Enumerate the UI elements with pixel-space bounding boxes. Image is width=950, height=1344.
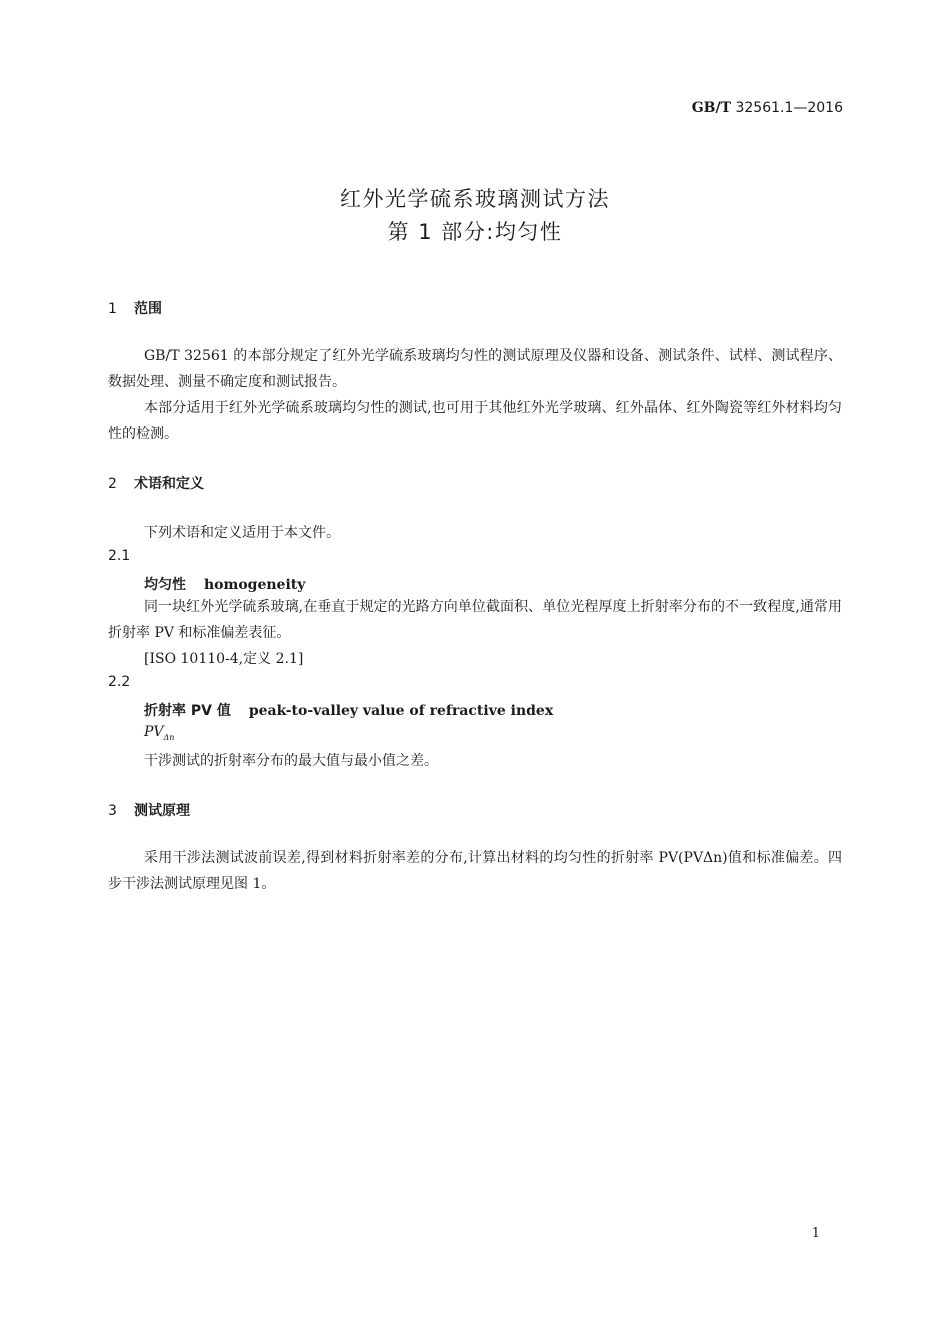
section-number: 1	[108, 301, 117, 317]
symbol-main: PV	[144, 724, 164, 740]
section-heading-principle	[108, 800, 190, 820]
section-heading-scope	[108, 298, 162, 318]
term-definition-homogeneity: 同一块红外光学硫系玻璃,在垂直于规定的光路方向单位截面积、单位光程厚度上折射率分布的不一致程度,通常用折射率 PV 和标准偏差表征。	[108, 599, 842, 641]
standard-code	[600, 100, 843, 116]
term-homogeneity	[144, 574, 305, 594]
section-title: 范围	[134, 301, 162, 317]
clause-number-2-2: 2.2	[108, 674, 131, 690]
term-pv-value	[144, 700, 553, 720]
section-heading-terms	[108, 473, 204, 493]
page-number: 1	[811, 1226, 820, 1241]
terms-intro: 下列术语和定义适用于本文件。	[144, 525, 340, 541]
standard-code-prefix: GB/T	[691, 100, 732, 116]
section-title: 术语和定义	[134, 476, 204, 492]
scope-paragraph-1: GB/T 32561 的本部分规定了红外光学硫系玻璃均匀性的测试原理及仪器和设备、测试条件、试样、测试程序、数据处理、测量不确定度和测试报告。	[108, 348, 842, 390]
term-zh: 折射率 PV 值	[144, 703, 231, 719]
symbol-subscript: Δn	[163, 732, 175, 742]
section-number: 2	[108, 476, 117, 492]
section-number: 3	[108, 803, 117, 819]
term-zh: 均匀性	[144, 577, 186, 593]
scope-paragraph-2: 本部分适用于红外光学硫系玻璃均匀性的测试,也可用于其他红外光学玻璃、红外晶体、红外陶瓷等红外材料均匀性的检测。	[108, 400, 842, 442]
document-title-line2: 第 1 部分:均匀性	[387, 220, 563, 244]
term-en: peak-to-valley value of refractive index	[248, 703, 554, 719]
document-title-line1: 红外光学硫系玻璃测试方法	[340, 187, 610, 211]
term-source: [ISO 10110-4,定义 2.1]	[144, 651, 304, 667]
term-en: homogeneity	[204, 577, 306, 593]
term-symbol	[144, 724, 174, 742]
principle-paragraph: 采用干涉法测试波前误差,得到材料折射率差的分布,计算出材料的均匀性的折射率 PV(PVΔn)值和标准偏差。四步干涉法测试原理见图 1。	[108, 850, 842, 892]
section-title: 测试原理	[134, 803, 190, 819]
clause-number-2-1: 2.1	[108, 548, 131, 564]
term-definition-pv: 干涉测试的折射率分布的最大值与最小值之差。	[144, 753, 438, 769]
standard-code-number: 32561.1—2016	[735, 100, 843, 116]
